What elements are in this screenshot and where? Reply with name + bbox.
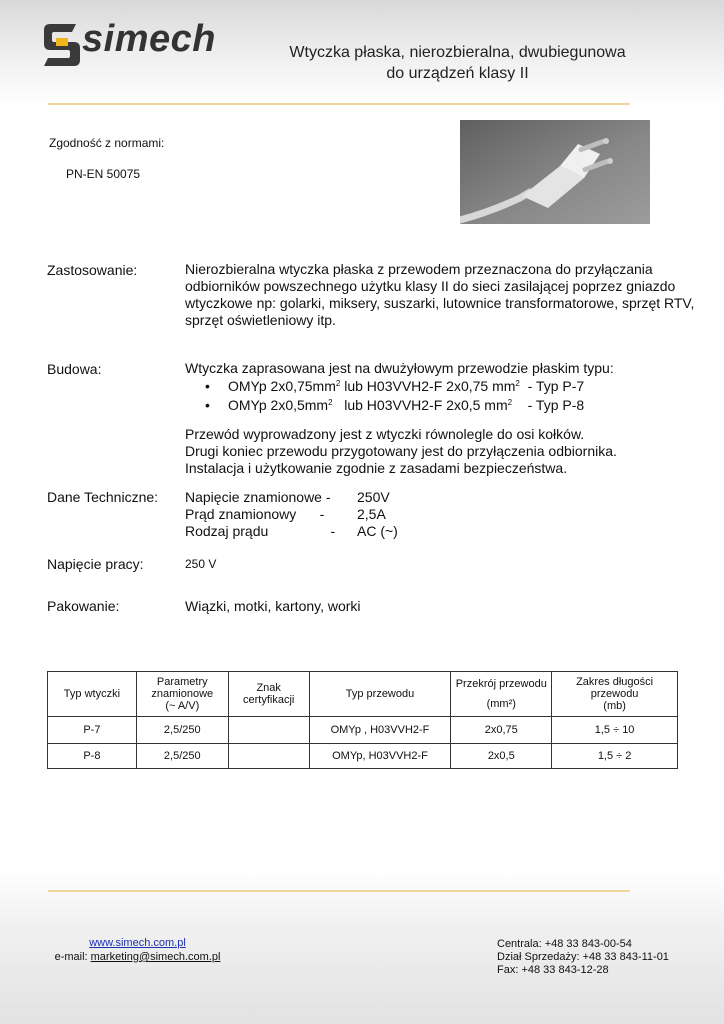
zastosowanie-text: Nierozbieralna wtyczka płaska z przewodem przeznaczona do przyłączania odbiorników powszechnego użytku klasy II do sieci zasilającej poprzez gniazdo wtyczkowe np: golarki, miksery, suszarki, lutownice transformatorowe, sprzęt RTV, sprzęt oświetleniowy itp.	[185, 261, 695, 328]
napiecie-label: Napięcie pracy:	[47, 556, 144, 572]
header-cell: Typ wtyczki	[48, 672, 137, 717]
norms-label: Zgodność z normami:	[49, 136, 165, 150]
dane-label: Dane Techniczne:	[47, 489, 159, 505]
footer-phones: Centrala: +48 33 843-00-54 Dział Sprzedaży: +48 33 843-11-01 Fax: +48 33 843-12-28	[497, 938, 669, 976]
bullet-icon: •	[205, 378, 210, 394]
header-cell: Typ przewodu	[309, 672, 451, 717]
title-line-1: Wtyczka płaska, nierozbieralna, dwubiegunowa	[289, 44, 626, 61]
header-cell: Zakres długości przewodu (mb)	[552, 672, 678, 717]
norms-value: PN-EN 50075	[66, 167, 141, 181]
brand-name: simech	[82, 18, 216, 60]
footer-divider	[48, 890, 630, 892]
budowa-label: Budowa:	[47, 361, 102, 377]
page-title	[250, 42, 665, 84]
list-item: OMYp $2x0,75mm^2$ lub H03VVH2-F 2x0,75 $mm^2$ - Typ P-7	[228, 378, 585, 394]
footer-contact-web: www.simech.com.pl e-mail: marketing@simech.com.pl	[54, 937, 221, 963]
header-cell: Parametry znamionowe (~ A/V)	[136, 672, 228, 717]
bullet-icon: •	[205, 397, 210, 413]
budowa-intro: Wtyczka zaprasowana jest na dwużyłowym przewodzie płaskim typu:	[185, 360, 614, 376]
product-table	[47, 671, 678, 769]
header-divider	[48, 103, 630, 105]
pakowanie-value: Wiązki, motki, kartony, worki	[185, 598, 361, 614]
table-row: P-8 2,5/250 OMYp, H03VVH2-F 2x0,5 1,5 ÷ 2	[48, 744, 678, 769]
email-link[interactable]: marketing@simech.com.pl	[90, 951, 221, 963]
title-line-2: do urządzeń klasy II	[386, 65, 529, 82]
dane-names: Napięcie znamionowe - Prąd znamionowy - Rodzaj prądu -	[185, 489, 336, 539]
zastosowanie-label: Zastosowanie:	[47, 262, 138, 278]
table-row: P-7 2,5/250 OMYp , H03VVH2-F 2x0,75 1,5 ÷ 10	[48, 717, 678, 744]
napiecie-value: 250 V	[185, 557, 217, 571]
list-item: OMYp $2x0,5mm^2$ lub H03VVH2-F 2x0,5 $mm^2$ - Typ P-8	[228, 397, 585, 413]
budowa-notes: Przewód wyprowadzony jest z wtyczki równolegle do osi kołków. Drugi koniec przewodu przygotowany jest do przyłączenia odbiornika. Instalacja i użytkowanie zgodnie z zasadami bezpieczeństwa.	[185, 426, 617, 476]
header-cell: Przekrój przewodu (mm²)	[451, 672, 552, 717]
pakowanie-label: Pakowanie:	[47, 598, 120, 614]
header-cell: Znak certyfikacji	[228, 672, 309, 717]
website-link[interactable]: www.simech.com.pl	[89, 937, 186, 949]
dane-values: 250V 2,5A AC (~)	[357, 489, 398, 539]
plug-photo	[460, 120, 650, 224]
table-header-row	[48, 672, 678, 717]
